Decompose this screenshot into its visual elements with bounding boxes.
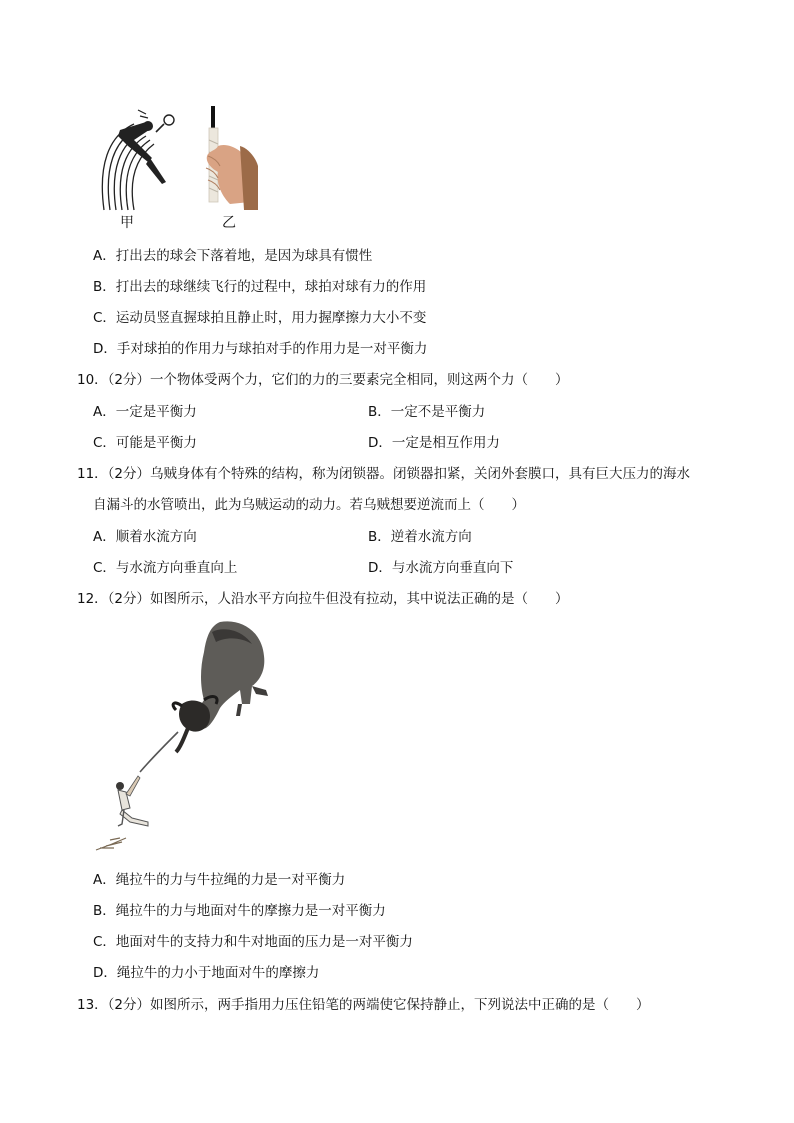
- q10-option-b: B．一定不是平衡力: [368, 404, 486, 420]
- q12-option-b: B．绳拉牛的力与地面对牛的摩擦力是一对平衡力: [93, 903, 386, 919]
- q12-option-c: C．地面对牛的支持力和牛对地面的压力是一对平衡力: [93, 934, 413, 950]
- q11-stem-line1: 11．（2分）乌贼身体有个特殊的结构，称为闭锁器。闭锁器扣紧，关闭外套膜口，具有巨大压力的海水: [77, 466, 691, 482]
- q10-option-c: C．可能是平衡力: [93, 435, 197, 451]
- q9-option-c: C．运动员竖直握球拍且静止时，用力握摩擦力大小不变: [93, 310, 427, 326]
- badminton-pictogram-figure: [94, 106, 178, 212]
- q10-option-a: A．一定是平衡力: [93, 404, 197, 420]
- q12-option-d: D．绳拉牛的力小于地面对牛的摩擦力: [93, 965, 320, 981]
- q11-option-a: A．顺着水流方向: [93, 529, 197, 545]
- q11-option-d: D．与水流方向垂直向下: [368, 560, 514, 576]
- q11-option-b: B．逆着水流方向: [368, 529, 472, 545]
- figure-label-yi: 乙: [222, 215, 236, 231]
- q9-option-d: D．手对球拍的作用力与球拍对手的作用力是一对平衡力: [93, 341, 428, 357]
- man-pulling-ox-figure: [92, 612, 282, 858]
- q12-stem: 12．（2分）如图所示，人沿水平方向拉牛但没有拉动，其中说法正确的是（ ）: [77, 591, 569, 607]
- figure-label-jia: 甲: [120, 215, 134, 231]
- q9-option-b: B．打出去的球继续飞行的过程中，球拍对球有力的作用: [93, 279, 427, 295]
- q10-stem: 10．（2分）一个物体受两个力，它们的力的三要素完全相同，则这两个力（ ）: [77, 372, 569, 388]
- q9-option-a: A．打出去的球会下落着地，是因为球具有惯性: [93, 248, 373, 264]
- q11-option-c: C．与水流方向垂直向上: [93, 560, 238, 576]
- q11-stem-line2: 自漏斗的水管喷出，此为乌贼运动的动力。若乌贼想要逆流而上（ ）: [93, 497, 525, 513]
- q10-option-d: D．一定是相互作用力: [368, 435, 500, 451]
- racket-grip-photo-figure: [200, 106, 258, 210]
- q12-option-a: A．绳拉牛的力与牛拉绳的力是一对平衡力: [93, 872, 346, 888]
- q13-stem: 13．（2分）如图所示，两手指用力压住铅笔的两端使它保持静止，下列说法中正确的是（ ）: [77, 997, 650, 1013]
